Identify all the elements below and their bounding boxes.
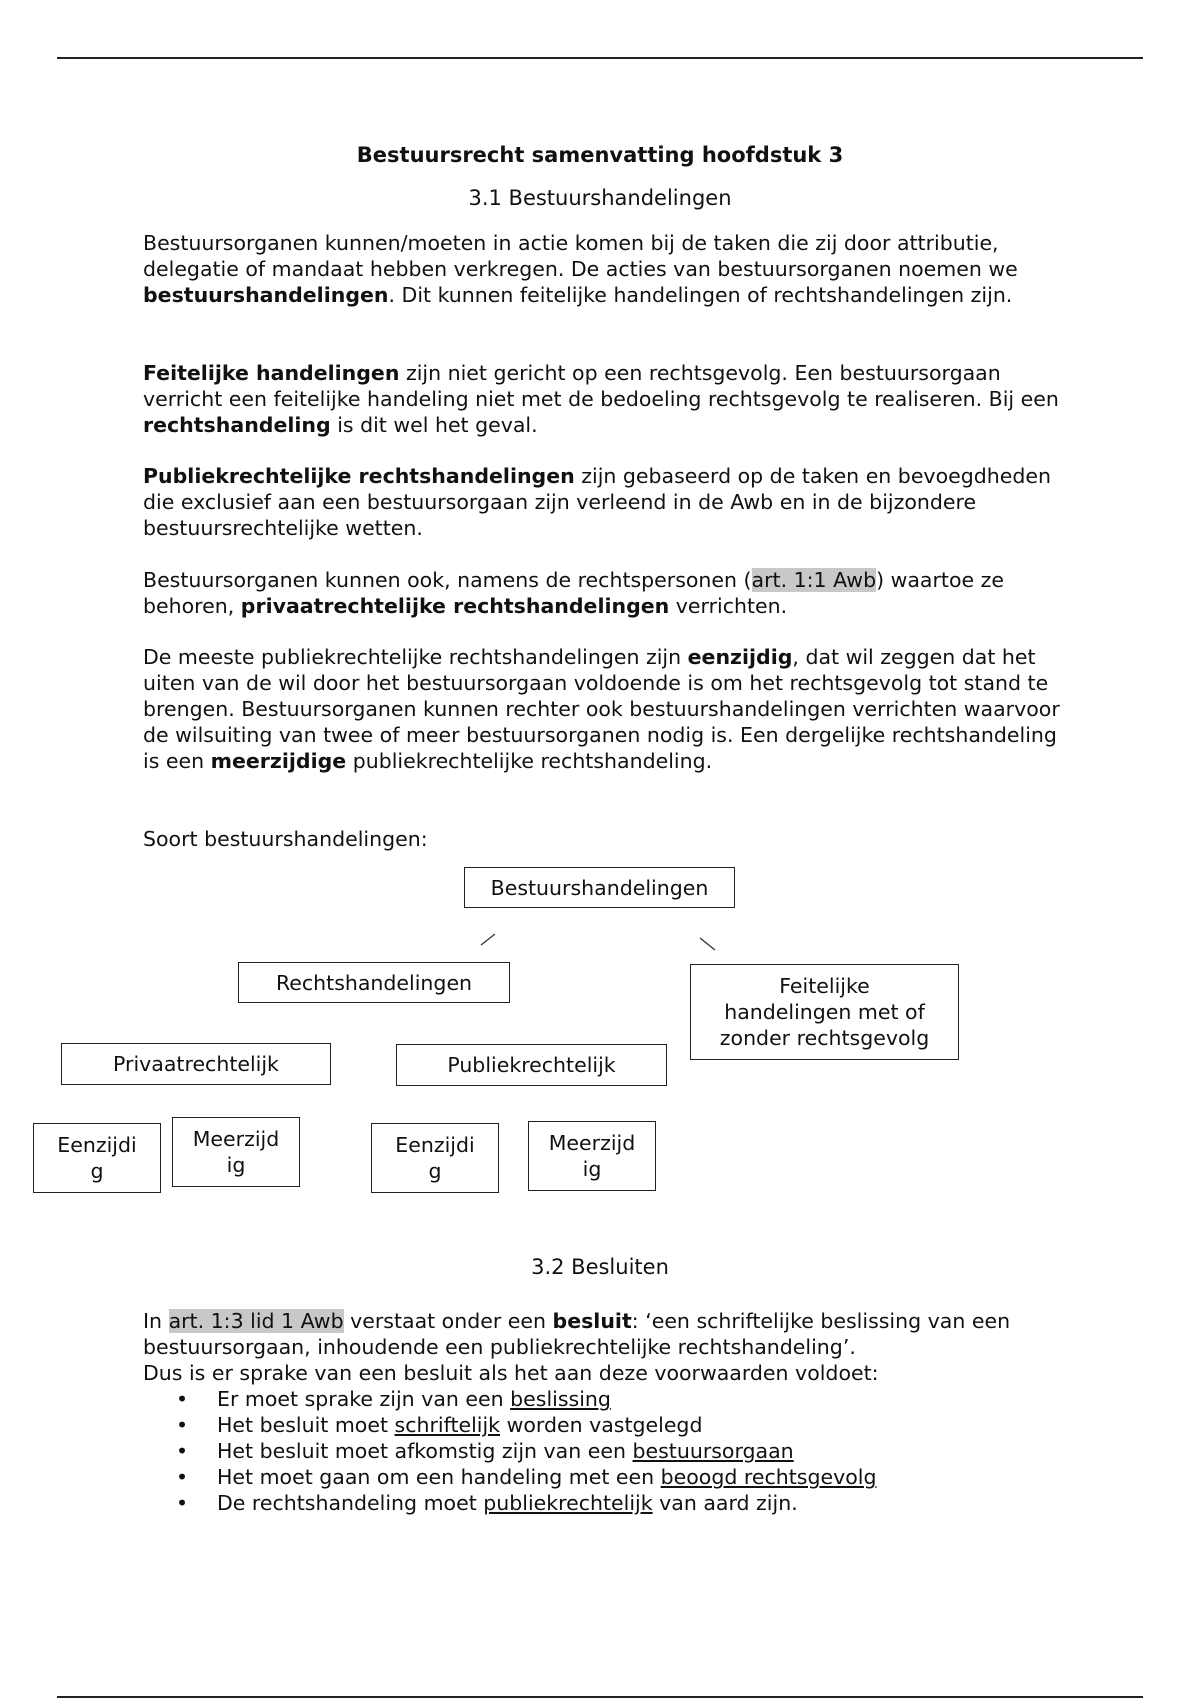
node-label-line: Feitelijke xyxy=(779,974,870,998)
connector-line xyxy=(700,938,715,950)
node-label: Publiekrechtelijk xyxy=(447,1053,616,1077)
node-label-line: Meerzijd xyxy=(192,1127,280,1151)
text: De meeste publiekrechtelijke rechtshandelingen zijn xyxy=(143,645,688,669)
node-label-line: ig xyxy=(582,1157,602,1181)
diagram-node-bestuurshandelingen xyxy=(464,867,735,908)
bullet-icon: • xyxy=(176,1413,189,1437)
diagram-node-rechtshandelingen xyxy=(238,962,510,1003)
besluit-criteria-list xyxy=(143,1386,1063,1516)
text: van aard zijn. xyxy=(652,1491,798,1515)
bullet-icon: • xyxy=(176,1439,189,1463)
text: ) waartoe ze behoren, xyxy=(143,568,1005,618)
underlined-term: publiekrechtelijk xyxy=(483,1491,653,1515)
node-label-line: ig xyxy=(226,1153,246,1177)
underlined-term: bestuursorgaan xyxy=(632,1439,794,1463)
text: Er moet sprake zijn van een xyxy=(217,1387,511,1411)
diagram-intro: Soort bestuurshandelingen: xyxy=(143,827,428,851)
node-label-line: g xyxy=(428,1159,442,1183)
text: . Dit kunnen feitelijke handelingen of rechtshandelingen zijn. xyxy=(388,283,1013,307)
text: is dit wel het geval. xyxy=(330,413,538,437)
node-label-line: zonder rechtsgevolg xyxy=(719,1026,930,1050)
connector-left xyxy=(480,932,496,946)
connector-right xyxy=(699,937,717,952)
diagram-node-feitelijke-handelingen xyxy=(690,964,959,1060)
text: In xyxy=(143,1309,169,1333)
text: zijn niet gericht op een rechtsgevolg. Een bestuursorgaan verricht een feitelijke handeling niet met de bedoeling rechtsgevolg te realiseren. Bij een xyxy=(143,361,1059,411)
node-label-line: g xyxy=(90,1159,104,1183)
node-label: Privaatrechtelijk xyxy=(113,1052,279,1076)
paragraph-publiekrechtelijk xyxy=(143,463,1063,541)
text: Het besluit moet xyxy=(217,1413,395,1437)
section-heading-3-1: 3.1 Bestuurshandelingen xyxy=(468,186,732,210)
bullet-icon: • xyxy=(176,1465,189,1489)
term-besluit: besluit xyxy=(552,1309,632,1333)
diagram-node-publiekrechtelijk xyxy=(396,1044,667,1086)
text: Bestuursorganen kunnen ook, namens de rechtspersonen ( xyxy=(143,568,752,592)
list-item xyxy=(143,1386,1063,1412)
term-publiekrechtelijke-rechtshandelingen: Publiekrechtelijke rechtshandelingen xyxy=(143,464,575,488)
node-label-line: Eenzijdi xyxy=(57,1133,137,1157)
diagram-node-meerzijdig-publiek xyxy=(528,1121,656,1191)
diagram-node-privaatrechtelijk xyxy=(61,1043,331,1085)
term-meerzijdige: meerzijdige xyxy=(210,749,347,773)
text: zijn gebaseerd op de taken en bevoegdheden die exclusief aan een bestuursorgaan zijn verleend in de Awb en in de bijzondere bestuursrechtelijke wetten. xyxy=(143,464,1051,540)
bullet-icon: • xyxy=(176,1387,189,1411)
text: worden vastgelegd xyxy=(500,1413,703,1437)
bottom-rule xyxy=(57,1696,1143,1698)
paragraph-privaatrechtelijk xyxy=(143,567,1063,619)
term-bestuurshandelingen: bestuurshandelingen xyxy=(143,283,389,307)
article-reference: art. 1:3 lid 1 Awb xyxy=(168,1309,344,1333)
text: Bestuursorganen kunnen/moeten in actie komen bij de taken die zij door attributie, delegatie of mandaat hebben verkregen. De acties van bestuursorganen noemen we xyxy=(143,231,1018,281)
diagram-node-meerzijdig-privaat xyxy=(172,1117,300,1187)
list-item xyxy=(143,1464,1063,1490)
list-item xyxy=(143,1438,1063,1464)
underlined-term: beoogd rechtsgevolg xyxy=(660,1465,877,1489)
diagram-node-eenzijdig-publiek xyxy=(371,1123,499,1193)
text: Het besluit moet afkomstig zijn van een xyxy=(217,1439,633,1463)
text: De rechtshandeling moet xyxy=(217,1491,484,1515)
text: verstaat onder een xyxy=(343,1309,553,1333)
term-eenzijdig: eenzijdig xyxy=(687,645,793,669)
list-item xyxy=(143,1490,1063,1516)
text: Het moet gaan om een handeling met een xyxy=(217,1465,661,1489)
paragraph-bestuurshandelingen xyxy=(143,230,1063,308)
text: Dus is er sprake van een besluit als het aan deze voorwaarden voldoet: xyxy=(143,1361,879,1385)
paragraph-eenzijdig-meerzijdig xyxy=(143,644,1063,774)
text: : ‘een schriftelijke beslissing van een bestuursorgaan, inhoudende een publiekrechtelijke rechtshandeling’. xyxy=(143,1309,1011,1359)
term-feitelijke-handelingen: Feitelijke handelingen xyxy=(143,361,400,385)
underlined-term: schriftelijk xyxy=(394,1413,501,1437)
top-rule xyxy=(57,57,1143,59)
connector-line xyxy=(481,934,495,945)
text: verrichten. xyxy=(669,594,788,618)
node-label: Rechtshandelingen xyxy=(275,970,473,995)
section-heading-3-2: 3.2 Besluiten xyxy=(531,1255,669,1279)
article-reference: art. 1:1 Awb xyxy=(751,568,877,592)
diagram-node-eenzijdig-privaat xyxy=(33,1123,161,1193)
text: publiekrechtelijke rechtshandeling. xyxy=(346,749,713,773)
list-item xyxy=(143,1412,1063,1438)
node-label-line: handelingen met of xyxy=(724,1000,925,1024)
term-rechtshandeling: rechtshandeling xyxy=(143,413,331,437)
term-privaatrechtelijke-rechtshandelingen: privaatrechtelijke rechtshandelingen xyxy=(240,594,670,618)
document-title: Bestuursrecht samenvatting hoofdstuk 3 xyxy=(356,143,844,167)
underlined-term: beslissing xyxy=(510,1387,611,1411)
text: , dat wil zeggen dat het uiten van de wil door het bestuursorgaan voldoende is om het rechtsgevolg tot stand te brengen. Bestuursorganen kunnen rechter ook bestuurshandelingen verrichten waarvoor de wilsuiting van twee of meer bestuursorganen nodig is. Een dergelijke rechtshandeling is een xyxy=(143,645,1060,773)
node-label-line: Meerzijd xyxy=(548,1131,636,1155)
node-label-line: Eenzijdi xyxy=(395,1133,475,1157)
paragraph-feitelijke-handelingen xyxy=(143,360,1063,438)
node-label: Bestuurshandelingen xyxy=(490,875,709,900)
bullet-icon: • xyxy=(176,1491,189,1515)
paragraph-besluit-definitie xyxy=(143,1308,1063,1386)
